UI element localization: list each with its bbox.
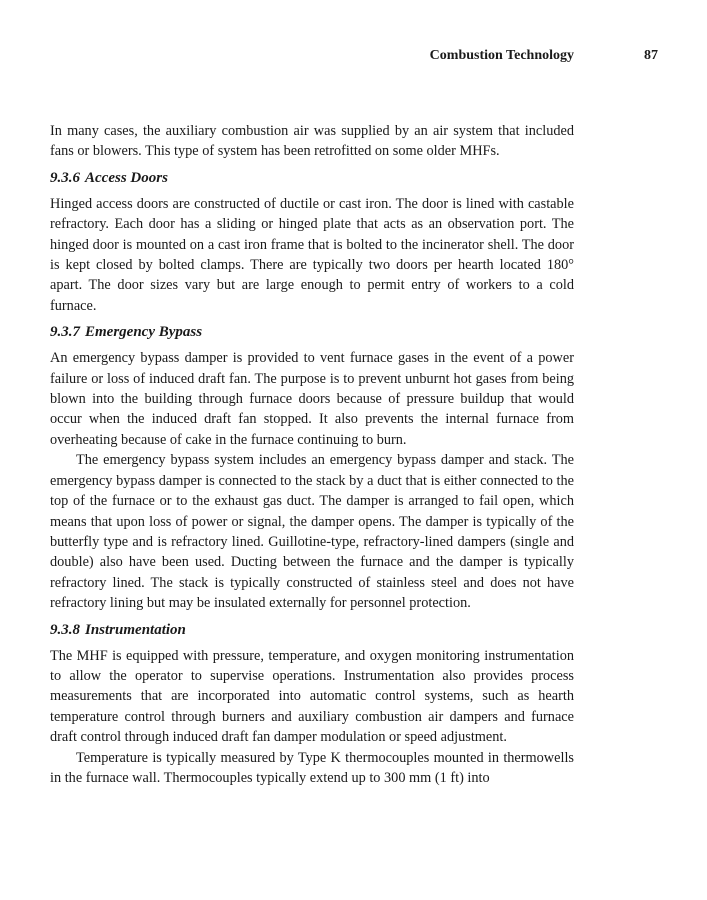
paragraph: Temperature is typically measured by Type K thermocouples mounted in thermowells in the furnace wall. Thermocouples typically extend up to 300 mm (1 ft) into <box>50 749 574 786</box>
section-title: Instrumentation <box>85 621 186 638</box>
section-number: 9.3.8 <box>50 621 80 638</box>
section-title: Access Doors <box>85 169 168 186</box>
section-access-doors <box>50 168 574 316</box>
section-heading <box>50 168 574 188</box>
section-number: 9.3.7 <box>50 324 80 341</box>
body-text <box>50 121 574 788</box>
section-number: 9.3.6 <box>50 169 80 186</box>
page-number: 87 <box>644 48 658 63</box>
section-title: Emergency Bypass <box>85 324 203 341</box>
section-emergency-bypass <box>50 322 574 613</box>
section-heading <box>50 620 574 640</box>
section-instrumentation <box>50 620 574 789</box>
running-title: Combustion Technology <box>429 48 574 63</box>
section-heading <box>50 322 574 342</box>
paragraph: The emergency bypass system includes an emergency bypass damper and stack. The emergency bypass damper is connected to the stack by a duct that is either connected to the top of the furnace or to the exhaust gas duct. The damper is arranged to fail open, which means that upon loss of power or signal, the damper opens. The damper is typically of the butterfly type and is refractory lined. Guillotine-type, refractory-lined dampers (single and double) also have been used. Ducting between the furnace and the damper is typically refractory lined. The stack is typically constructed of stainless steel and does not have refractory lining but may be insulated externally for personnel protection. <box>50 452 574 612</box>
running-header <box>50 48 658 68</box>
paragraph: The MHF is equipped with pressure, temperature, and oxygen monitoring instrumentation to allow the operator to supervise operations. Instrumentation also provides process measurements that are incorporated into automatic control systems, such as hearth temperature control through burners and auxiliary combustion air dampers and furnace draft control through induced draft fan damper modulation or speed adjustment. <box>50 647 574 746</box>
intro-paragraph: In many cases, the auxiliary combustion air was supplied by an air system that included fans or blowers. This type of system has been retrofitted on some older MHFs. <box>50 123 574 160</box>
paragraph: Hinged access doors are constructed of ductile or cast iron. The door is lined with castable refractory. Each door has a sliding or hinged plate that acts as an observation port. The hinged door is mounted on a cast iron frame that is bolted to the incinerator shell. The door is kept closed by bolted clamps. There are typically two doors per hearth located 180° apart. The door sizes vary but are large enough to permit entry of workers to a cold furnace. <box>50 195 574 314</box>
paragraph: An emergency bypass damper is provided to vent furnace gases in the event of a power failure or loss of induced draft fan. The purpose is to prevent unburnt hot gases from being blown into the building through furnace doors because of pressure buildup that would occur when the induced draft fan stopped. It also prevents the internal furnace from overheating because of cake in the furnace continuing to burn. <box>50 350 574 448</box>
